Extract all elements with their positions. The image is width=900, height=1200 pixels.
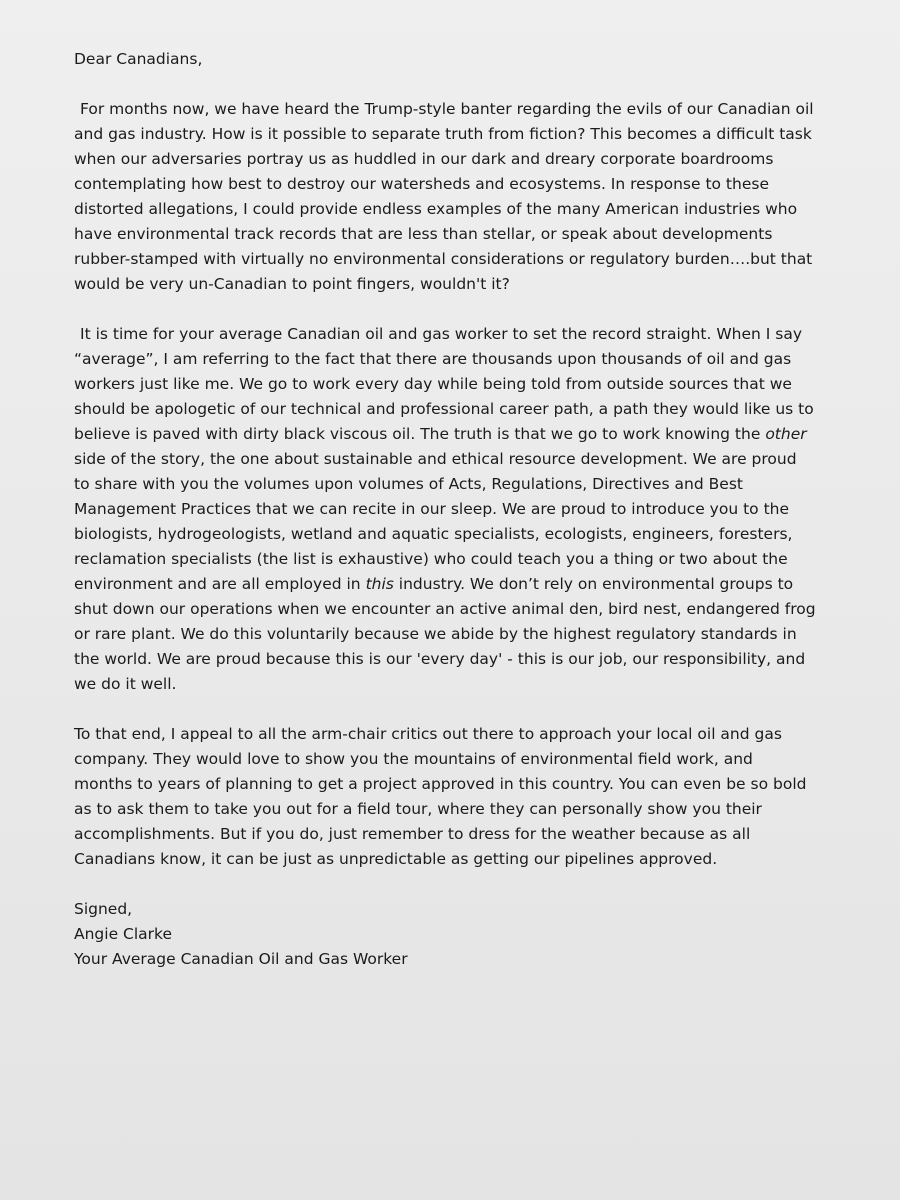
text-line: biologists, hydrogeologists, wetland and aquatic specialists, ecologists, engineers, foresters,	[74, 525, 793, 543]
signoff: Signed,	[74, 900, 133, 918]
text-line: contemplating how best to destroy our watersheds and ecosystems. In response to these	[74, 175, 769, 193]
text-line: the world. We are proud because this is our 'every day' - this is our job, our responsibility, and	[74, 650, 806, 668]
text-line: To that end, I appeal to all the arm-chair critics out there to approach your local oil and gas	[74, 725, 782, 743]
text-line: to share with you the volumes upon volumes of Acts, Regulations, Directives and Best	[74, 475, 743, 493]
paragraph-1	[74, 97, 864, 297]
text-line: and gas industry. How is it possible to separate truth from fiction? This becomes a difficult task	[74, 125, 812, 143]
paragraph-2	[74, 322, 864, 697]
closing-block	[74, 897, 864, 972]
text-line: as to ask them to take you out for a field tour, where they can personally show you their	[74, 800, 762, 818]
text-line: side of the story, the one about sustainable and ethical resource development. We are proud	[74, 450, 797, 468]
text-line: or rare plant. We do this voluntarily because we abide by the highest regulatory standards in	[74, 625, 797, 643]
text-line: shut down our operations when we encounter an active animal den, bird nest, endangered frog	[74, 600, 816, 618]
signer-title: Your Average Canadian Oil and Gas Worker	[74, 950, 408, 968]
text-line: For months now, we have heard the Trump-style banter regarding the evils of our Canadian oil	[80, 100, 814, 118]
text-line: reclamation specialists (the list is exhaustive) who could teach you a thing or two about the	[74, 550, 788, 568]
text-line: have environmental track records that are less than stellar, or speak about developments	[74, 225, 773, 243]
signer-name: Angie Clarke	[74, 925, 172, 943]
salutation: Dear Canadians,	[74, 50, 203, 68]
text-line: accomplishments. But if you do, just remember to dress for the weather because as all	[74, 825, 751, 843]
text-line: rubber-stamped with virtually no environmental considerations or regulatory burden….but that	[74, 250, 813, 268]
text-line: distorted allegations, I could provide endless examples of the many American industries who	[74, 200, 798, 218]
text-line: “average”, I am referring to the fact that there are thousands upon thousands of oil and gas	[74, 350, 792, 368]
text-line: should be apologetic of our technical and professional career path, a path they would like us to	[74, 400, 814, 418]
text-segment: believe is paved with dirty black viscous oil. The truth is that we go to work knowing the	[74, 425, 761, 443]
text-line: workers just like me. We go to work every day while being told from outside sources that we	[74, 375, 792, 393]
text-line: Canadians know, it can be just as unpredictable as getting our pipelines approved.	[74, 850, 718, 868]
text-line: would be very un-Canadian to point fingers, wouldn't it?	[74, 275, 510, 293]
paragraph-3	[74, 722, 864, 872]
text-segment: industry. We don’t rely on environmental groups to	[393, 575, 794, 593]
text-line: It is time for your average Canadian oil and gas worker to set the record straight. When I say	[80, 325, 803, 343]
emphasis-other: other	[765, 425, 807, 443]
text-line: when our adversaries portray us as huddled in our dark and dreary corporate boardrooms	[74, 150, 774, 168]
text-line	[74, 572, 864, 597]
text-line	[74, 422, 864, 447]
text-segment: environment and are all employed in	[74, 575, 361, 593]
text-line: company. They would love to show you the mountains of environmental field work, and	[74, 750, 753, 768]
text-line: Management Practices that we can recite in our sleep. We are proud to introduce you to the	[74, 500, 790, 518]
text-line: we do it well.	[74, 675, 177, 693]
emphasis-this: this	[365, 575, 394, 593]
text-line: months to years of planning to get a project approved in this country. You can even be so bold	[74, 775, 807, 793]
